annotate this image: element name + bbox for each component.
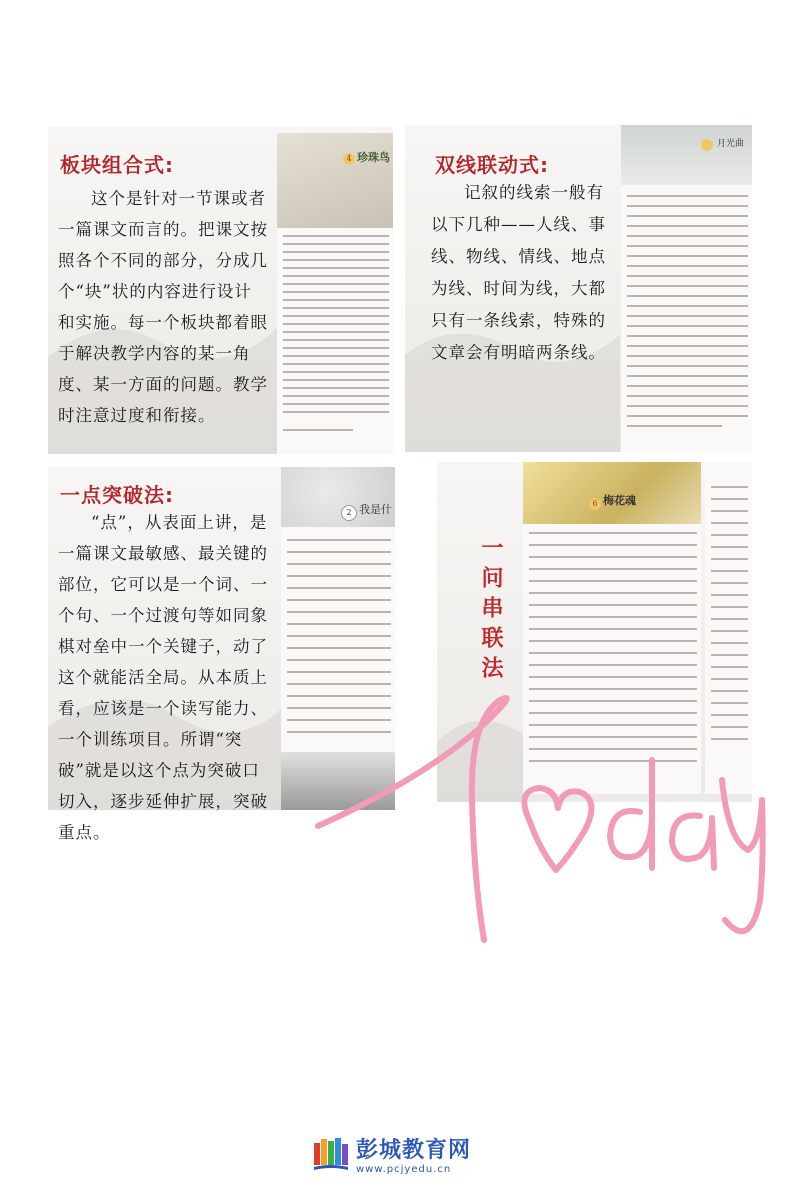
- card-one-question-chain: [437, 462, 752, 802]
- page-illustration: [277, 133, 393, 228]
- page-illustration: [523, 462, 701, 524]
- page-illustration: [621, 125, 752, 185]
- card-body-text: 记叙的线索一般有以下几种——人线、事线、物线、情线、地点为线、时间为线，大都只有一条线索，特殊的文章会有明暗两条线。: [431, 183, 606, 362]
- textbook-page-thumbnail: [277, 133, 393, 454]
- card-body-text: “点”，从表面上讲，是一篇课文最敏感、最关键的部位，它可以是一个词、一个句、一个过渡句等如同象棋对垒中一个关键子，动了这个就能活全局。从本质上看，应该是一个读写能力、一个训练项目。所谓“突破”就是以这个点为突破口切入，逐步延伸扩展，突破重点。: [58, 513, 268, 842]
- lesson-title: 我是什: [359, 503, 392, 516]
- textbook-page-thumbnail: [621, 125, 752, 452]
- lesson-number: 2: [341, 505, 357, 521]
- textbook-page-thumbnail: [281, 467, 395, 810]
- lesson-number: 6: [589, 498, 601, 510]
- card-heading: 板块组合式:: [60, 153, 174, 177]
- card-single-point: [48, 467, 395, 842]
- logo-name: 彭城教育网: [356, 1138, 472, 1163]
- book-logo-icon: [312, 1135, 350, 1173]
- card-heading: 双线联动式:: [435, 153, 549, 177]
- ink-landscape: [281, 752, 395, 810]
- lesson-title: 珍珠鸟: [357, 151, 390, 164]
- site-logo[interactable]: [312, 1133, 471, 1175]
- lesson-title: 月光曲: [717, 139, 745, 149]
- textbook-page-thumbnail: [523, 462, 701, 794]
- page-illustration: [281, 467, 395, 527]
- lesson-number: [701, 139, 713, 151]
- card-dual-line: [405, 125, 752, 452]
- card-block-combination: [48, 127, 393, 454]
- card-heading: 一问串联法: [478, 536, 503, 686]
- card-heading: 一点突破法:: [60, 483, 174, 507]
- textbook-page-thumbnail: [705, 462, 752, 794]
- lesson-title: 梅花魂: [603, 494, 636, 507]
- card-body-text: 这个是针对一节课或者一篇课文而言的。把课文按照各个不同的部分，分成几个“块”状的内容进行设计和实施。每一个板块都着眼于解决教学内容的某一角度、某一方面的问题。教学时注意过度和衔接。: [58, 189, 268, 425]
- logo-url: www.pcjyedu.cn: [356, 1164, 452, 1175]
- lesson-number: 4: [343, 153, 355, 165]
